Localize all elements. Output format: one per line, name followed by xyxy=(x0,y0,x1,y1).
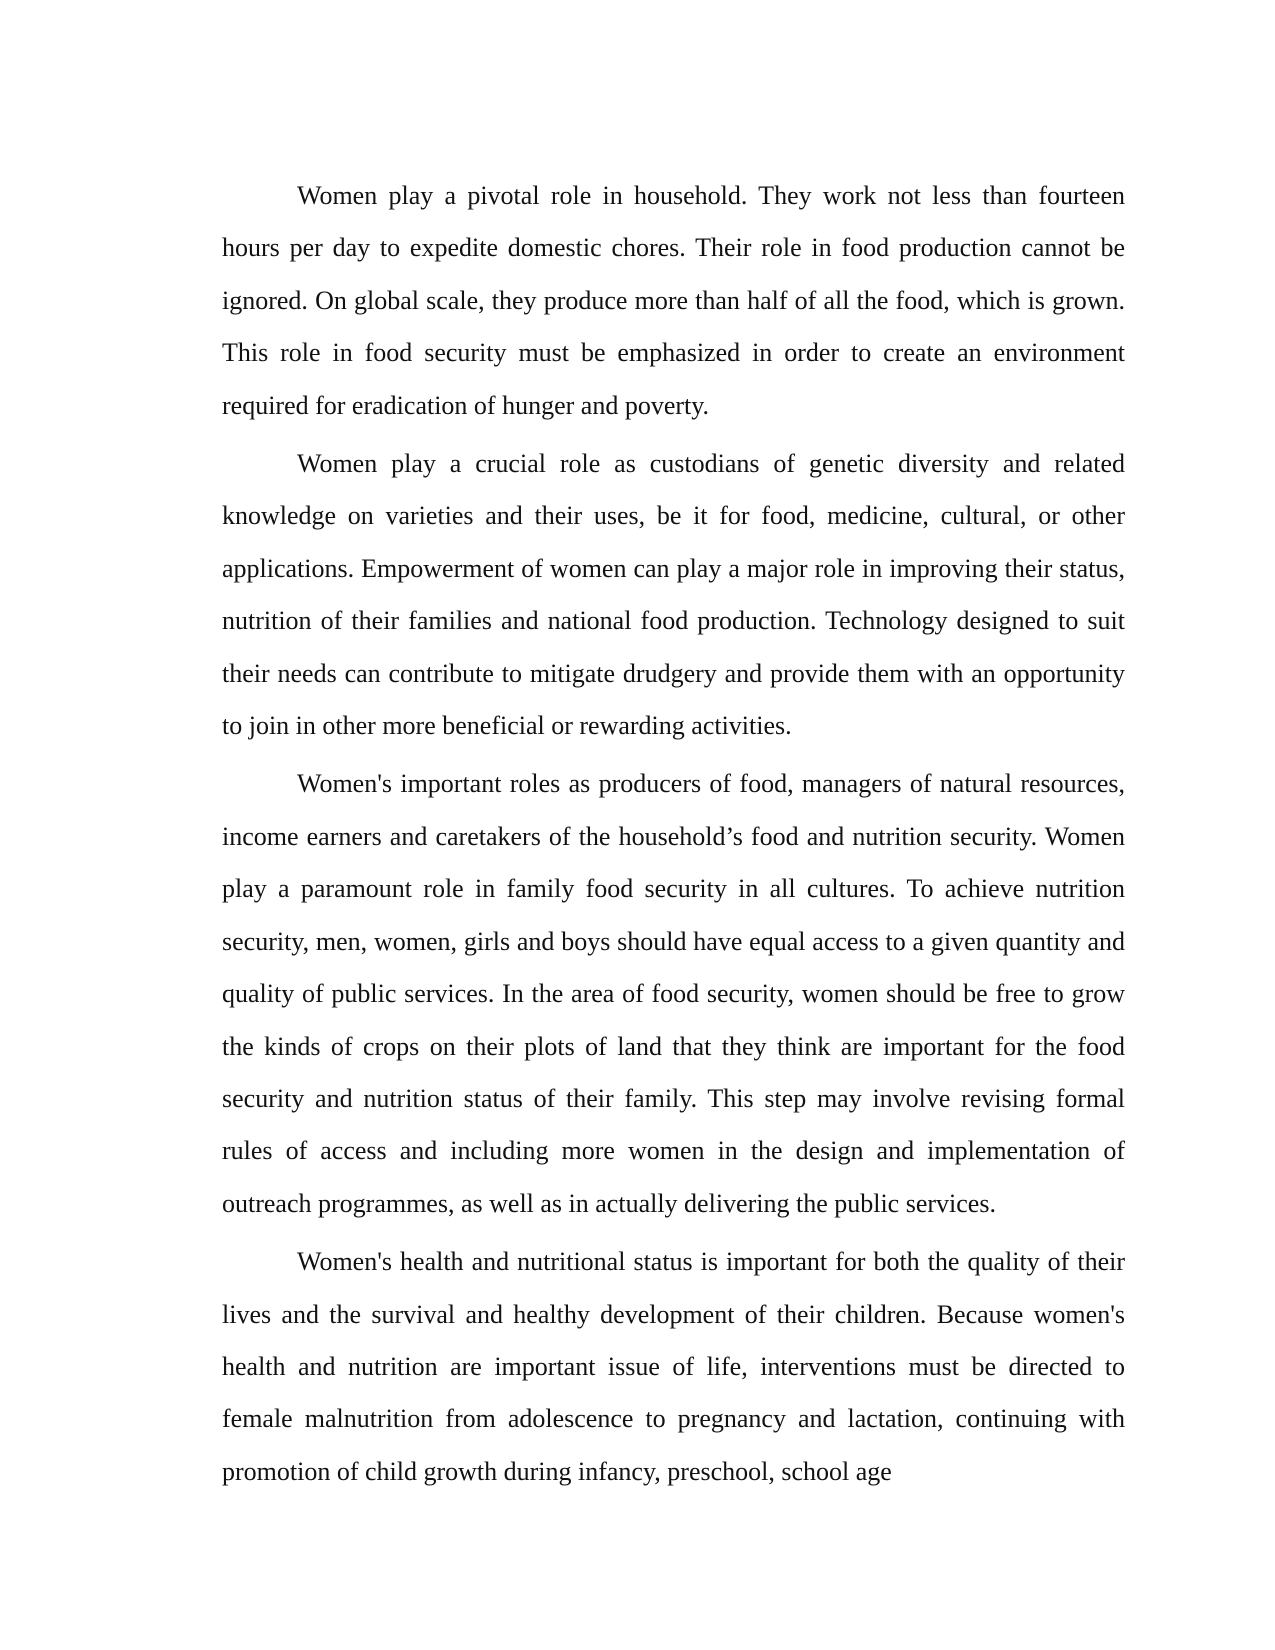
paragraph-health-nutrition: Women's health and nutritional status is important for both the quality of their lives and the survival and healthy development of their children. Because women's health and nutrition are important issue of life, interventions must be directed to female malnutrition from adolescence to pregnancy and lactation, continuing with promotion of child growth during infancy, preschool, school age xyxy=(222,1247,1125,1486)
paragraph-women-household-role: Women play a pivotal role in household. They work not less than fourteen hours per day to expedite domestic chores. Their role in food production cannot be ignored. On global scale, they produce more than half of all the food, which is grown. This role in food security must be emphasized in order to create an environment required for eradication of hunger and poverty. xyxy=(222,181,1125,420)
document-body xyxy=(222,170,1125,1504)
paragraph-food-security-roles: Women's important roles as producers of food, managers of natural resources, income earners and caretakers of the household’s food and nutrition security. Women play a paramount role in family food security in all cultures. To achieve nutrition security, men, women, girls and boys should have equal access to a given quantity and quality of public services. In the area of food security, women should be free to grow the kinds of crops on their plots of land that they think are important for the food security and nutrition status of their family. This step may involve revising formal rules of access and including more women in the design and implementation of outreach programmes, as well as in actually delivering the public services. xyxy=(222,769,1125,1218)
paragraph-genetic-diversity: Women play a crucial role as custodians of genetic diversity and related knowledge on varieties and their uses, be it for food, medicine, cultural, or other applications. Empowerment of women can play a major role in improving their status, nutrition of their families and national food production. Technology designed to suit their needs can contribute to mitigate drudgery and provide them with an opportunity to join in other more beneficial or rewarding activities. xyxy=(222,449,1125,741)
